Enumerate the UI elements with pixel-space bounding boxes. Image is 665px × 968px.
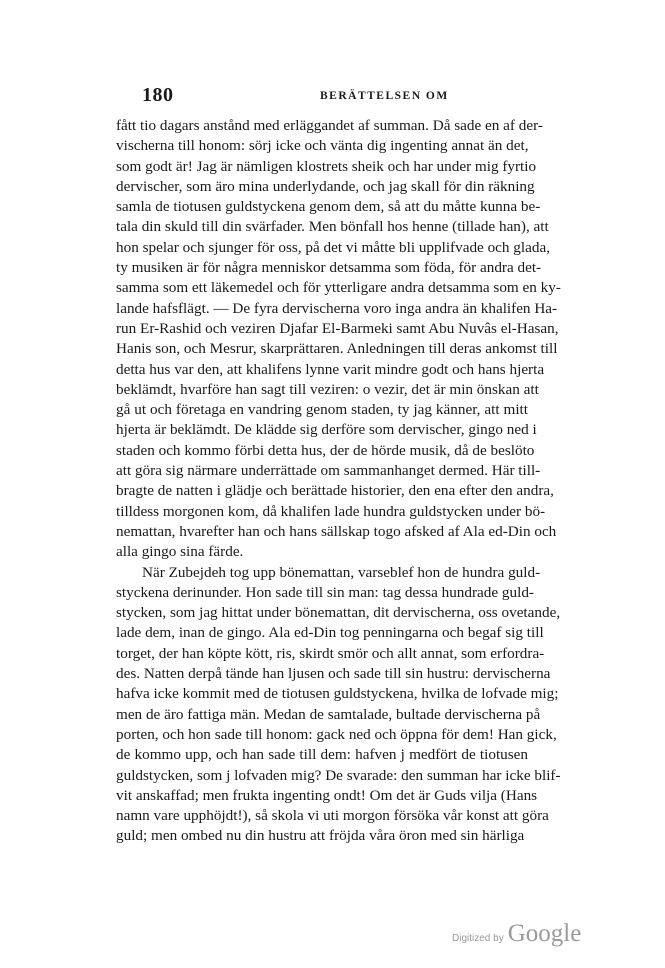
text-line: dervischer, som äro mina underlydande, och jag skall för din räkning (116, 177, 535, 195)
text-line: som godt är! Jag är nämligen klostrets sheik och har under mig fyrtio (116, 157, 537, 175)
text-line: run Er-Rashid och veziren Djafar El-Barmeki samt Abu Nuvâs el-Hasan, (116, 319, 559, 337)
text-line: samla de tiotusen guldstyckena genom dem, så att du måtte kunna be- (116, 198, 541, 216)
text-line: tilldess morgonen kom, då khalifen lade hundra guldstycken under bö- (116, 502, 546, 520)
running-title: BERÄTTELSEN OM (320, 90, 449, 102)
text-line: lade dem, inan de gingo. Ala ed-Din tog penningarna och begaf sig till (116, 624, 544, 642)
text-line: hjerta är beklämdt. De klädde sig derföre som dervischer, gingo ned i (116, 421, 537, 439)
text-line: bragte de natten i glädje och berättade historier, den ena efter den andra, (116, 482, 554, 500)
text-line: fått tio dagars anstånd med erläggandet af summan. Då sade en af der- (116, 117, 543, 134)
text-line: des. Natten derpå tände han ljusen och sade till sin hustru: dervischerna (116, 665, 551, 683)
text-line: beklämdt, hvarföre han sagt till veziren: o vezir, det är min önskan att (116, 380, 539, 398)
text-line: styckena derinunder. Hon sade till sin man: tag dessa hundrade guld- (116, 583, 534, 601)
text-line: men de äro fattiga män. Medan de samtalade, bultade dervischerna på (116, 705, 541, 723)
digitization-watermark (452, 920, 581, 948)
text-line: vit anskaffad; men frukta ingenting ondt! Om det är Guds vilja (Hans (116, 786, 538, 804)
text-line: samma som ett läkemedel och för ytterligare andra detsamma som en ky- (116, 279, 561, 297)
text-line: lande hafsflägt. — De fyra dervischerna voro inga andra än khalifen Ha- (116, 299, 558, 317)
text-line: detta hus var den, att khalifens lynne varit mindre godt och hans hjerta (116, 360, 545, 378)
paragraph (116, 116, 561, 563)
text-line: porten, och hon sade till honom: gack ned och öppna för dem! Han gick, (116, 725, 557, 743)
watermark-prefix: Digitized by (452, 933, 504, 944)
text-line: nemattan, hvarefter han och hans sällskap togo afsked af Ala ed-Din och (116, 522, 557, 540)
google-logo: Google (507, 920, 582, 947)
text-line: hon spelar och sjunger för oss, på det vi måtte bli upplifvade och glada, (116, 238, 550, 256)
body-text (116, 116, 561, 847)
text-line: att göra sig närmare underrättade om sammanhanget dermed. Här till- (116, 462, 541, 480)
text-line: gå ut och företaga en vandring genom staden, ty jag känner, att mitt (116, 401, 528, 419)
text-line: guld; men ombed nu din hustru att fröjda våra öron med sin härliga (116, 827, 525, 845)
text-line: vischerna till honom: sörj icke och vänta dig ingenting annat än det, (116, 137, 529, 155)
text-line: alla gingo sina färde. (116, 543, 244, 561)
text-line: ty musiken är för några menniskor detsamma som föda, för andra det- (116, 259, 542, 277)
text-line: staden och kommo förbi detta hus, der de hörde musik, då de beslöto (116, 441, 535, 459)
text-line: tala din skuld till din svärfader. Men bönfall hos henne (tillade han), att (116, 218, 549, 236)
paragraph (116, 563, 561, 847)
text-line: Hanis son, och Mesrur, skarprättaren. Anledningen till deras ankomst till (116, 340, 558, 358)
page-header (142, 84, 530, 110)
text-line: torget, der han köpte kött, ris, skirdt smör och allt annat, som erfordra- (116, 644, 545, 662)
text-line: När Zubejdeh tog upp bönemattan, varseblef hon de hundra guld- (142, 563, 541, 581)
text-line: de kommo upp, och han sade till dem: hafven j medfört de tiotusen (116, 746, 528, 764)
page-number: 180 (142, 84, 174, 106)
text-line: namn vare upphöjdt!), så skola vi uti morgon försöka vår konst att göra (116, 807, 549, 825)
text-line: stycken, som jag hittat under bönemattan, dit dervischerna, oss ovetande, (116, 604, 561, 622)
text-line: guldstycken, som j lofvaden mig? De svarade: den summan har icke blif- (116, 766, 561, 784)
text-line: hafva icke kommit med de tiotusen guldstyckena, hvilka de lofvade mig; (116, 685, 559, 703)
